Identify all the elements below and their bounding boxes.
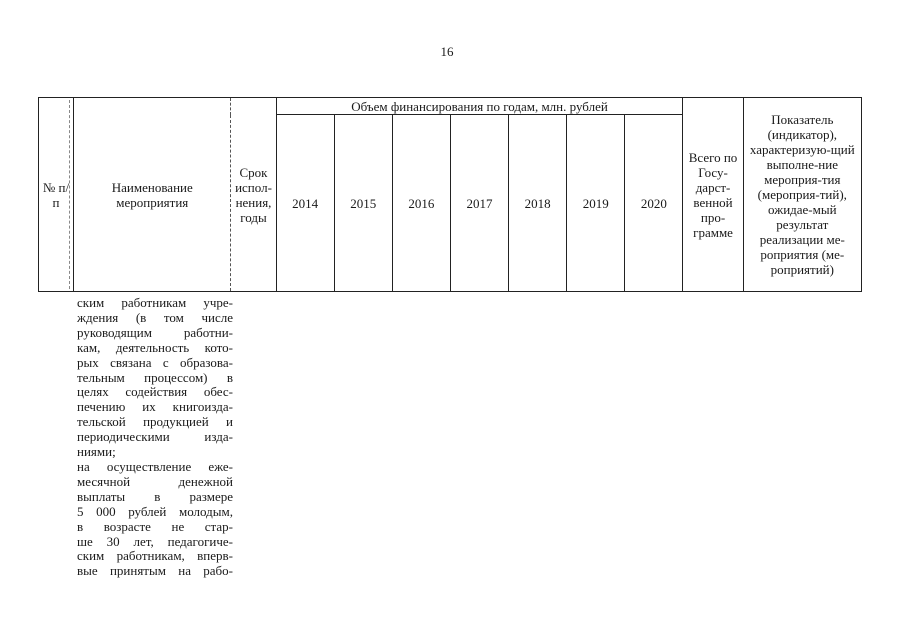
description-line: периодическими изда- (77, 429, 233, 445)
description-line: ше 30 лет, педагогиче- (77, 533, 233, 549)
description-line: ждения (в том числе (77, 309, 233, 325)
header-number-label: № п/п (42, 179, 70, 210)
description-line: целях содействия обес- (77, 384, 233, 400)
funding-table (38, 97, 862, 292)
activity-description (77, 296, 233, 579)
description-line: тельным процессом) в (77, 369, 233, 385)
description-line: выплаты в размере (77, 488, 233, 504)
description-line: рых связана с образова- (77, 354, 233, 370)
description-line: тельской продукцией и (77, 414, 233, 430)
header-number (39, 98, 74, 292)
description-line: кам, деятельность кото- (77, 339, 233, 355)
description-line: месячной денежной (77, 473, 233, 489)
header-funding: Объем финансирования по годам, млн. рублей (276, 98, 683, 115)
header-year: 2018 (509, 115, 567, 292)
description-line: руководящим работни- (77, 324, 233, 340)
description-line: вые принятым на рабо- (77, 563, 233, 579)
description-line: печению их книгоизда- (77, 399, 233, 415)
header-total: Всего по Госу-дарст-венной про-грамме (683, 98, 743, 292)
header-year: 2014 (276, 115, 334, 292)
description-line: на осуществление еже- (77, 458, 233, 474)
description-line: в возрасте не стар- (77, 518, 233, 534)
description-line: ниями; (77, 444, 116, 460)
dashed-divider (69, 100, 70, 289)
page-number: 16 (440, 44, 454, 59)
header-year: 2020 (625, 115, 683, 292)
header-year: 2017 (450, 115, 508, 292)
header-year: 2016 (392, 115, 450, 292)
description-line: 5 000 рублей молодым, (77, 503, 233, 519)
description-line: ским работникам, вперв- (77, 548, 233, 564)
header-term: Срок испол-нения, годы (231, 98, 276, 292)
header-year: 2019 (567, 115, 625, 292)
header-indicator: Показатель (индикатор), характеризую-щий выполне-ние мероприя-тия (мероприя-тий), ожидае-мый результат реализации ме-роприятия (ме-роприятий) (743, 98, 861, 292)
description-line: ским работникам учре- (77, 295, 233, 310)
header-year: 2015 (334, 115, 392, 292)
header-activity-name: Наименование мероприятия (74, 98, 231, 292)
